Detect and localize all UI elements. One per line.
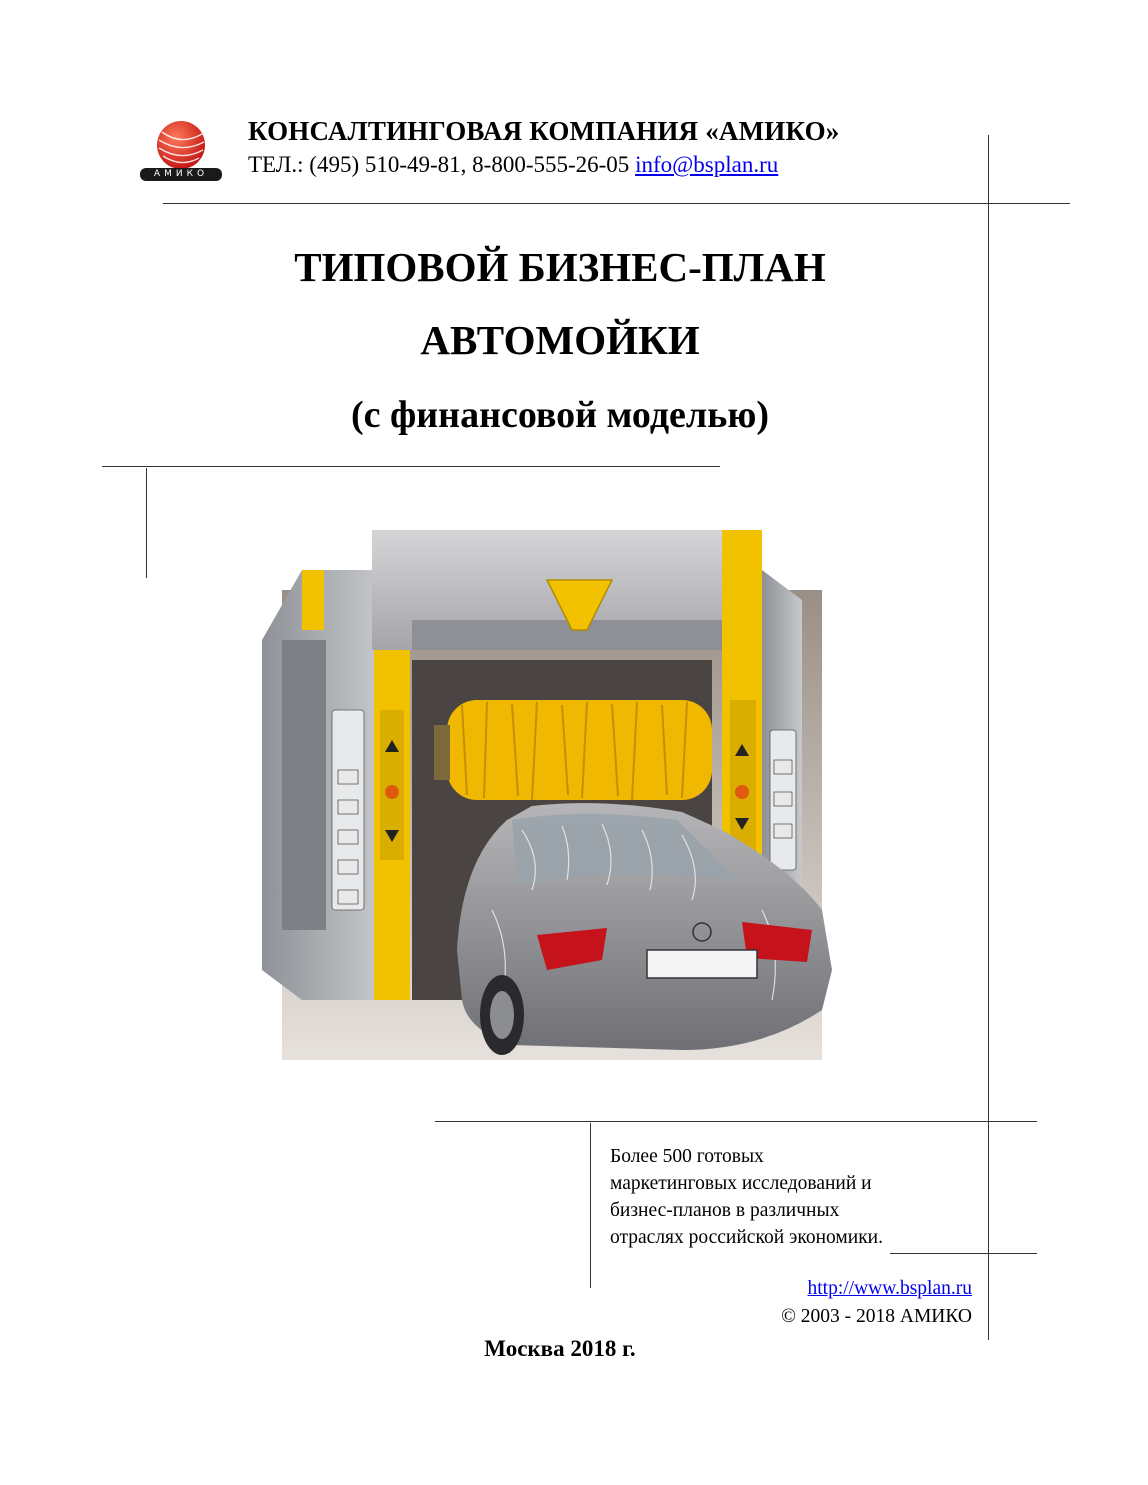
title-line-2: АВТОМОЙКИ (420, 317, 700, 363)
phone-numbers: ТЕЛ.: (495) 510-49-81, 8-800-555-26-05 (248, 152, 630, 177)
blurb (610, 1143, 990, 1251)
car-wash-illustration (262, 530, 842, 1086)
email-link[interactable]: info@bsplan.ru (635, 152, 779, 177)
logo-text: АМИКО (153, 169, 209, 179)
blurb-bottom-rule (890, 1253, 1037, 1254)
blurb-line: маркетинговых исследований и (610, 1173, 872, 1194)
title-line-3: (с финансовой моделью) (350, 394, 770, 436)
blurb-left-rule (590, 1123, 591, 1288)
company-name: КОНСАЛТИНГОВАЯ КОМПАНИЯ «АМИКО» (248, 116, 840, 146)
blurb-top-rule (435, 1121, 1037, 1122)
url-line (700, 1278, 972, 1300)
city-year: Москва 2018 г. (484, 1336, 636, 1361)
blurb-line: Более 500 готовых (610, 1146, 764, 1167)
header-rule (163, 203, 1070, 204)
title-rule (102, 466, 720, 467)
left-vertical-rule (146, 468, 147, 578)
blurb-line: бизнес-планов в различных (610, 1200, 840, 1221)
amiko-logo (138, 118, 224, 190)
contact-line (248, 152, 778, 178)
blurb-line: отраслях российской экономики. (610, 1227, 883, 1248)
copyright: © 2003 - 2018 АМИКО (781, 1306, 972, 1327)
website-link[interactable]: http://www.bsplan.ru (807, 1278, 972, 1299)
title-line-1: ТИПОВОЙ БИЗНЕС-ПЛАН (294, 244, 826, 290)
